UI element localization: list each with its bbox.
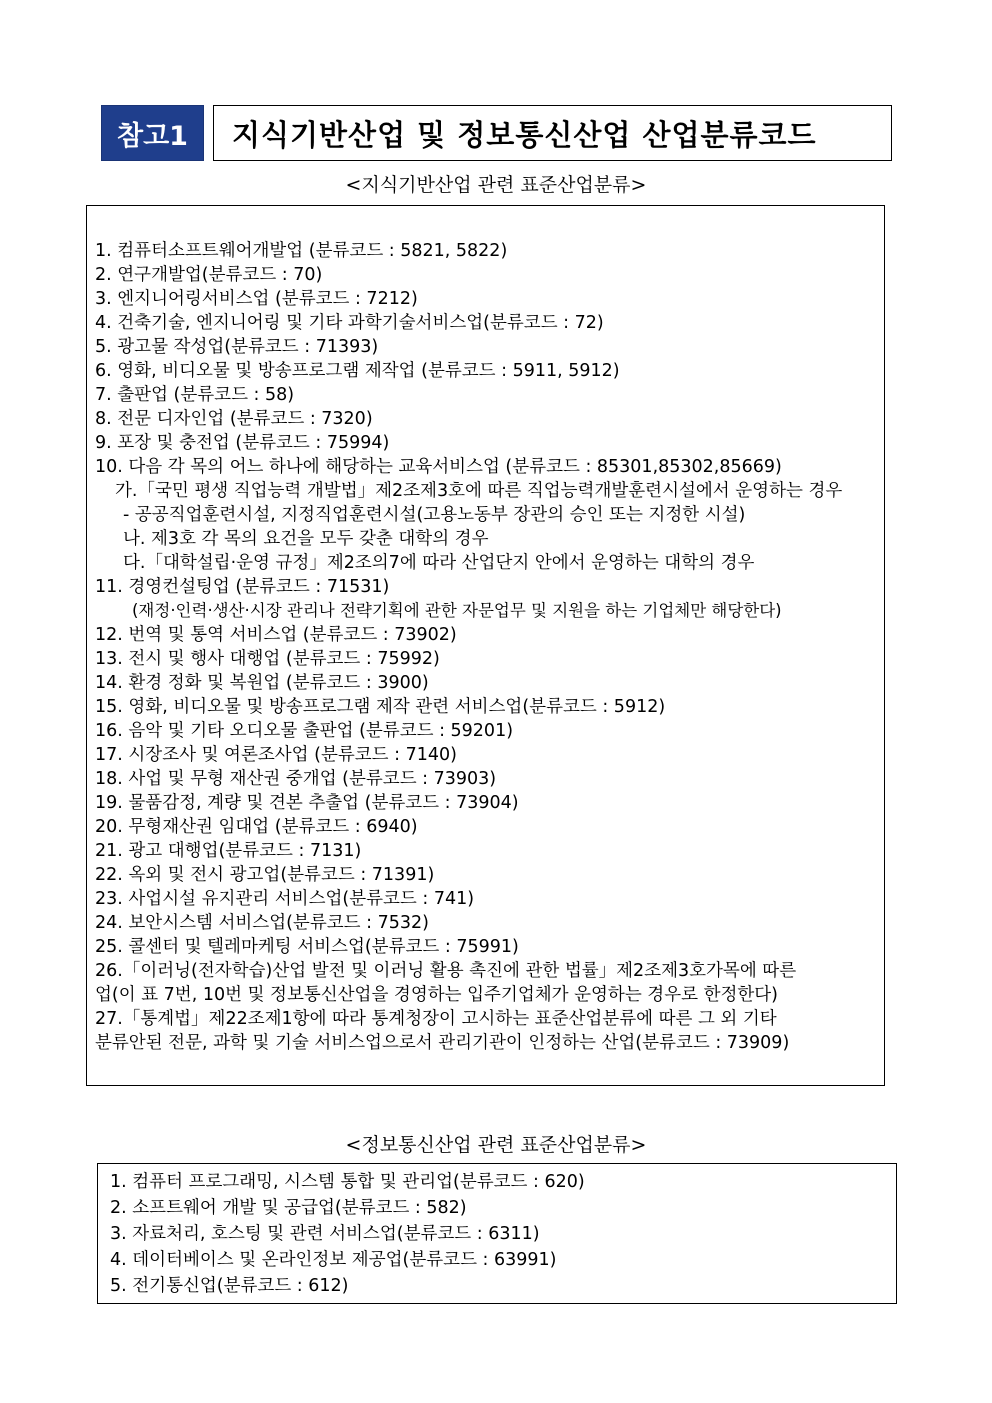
list-item: 21. 광고 대행업(분류코드 : 7131) xyxy=(95,841,362,861)
list-item: 13. 전시 및 행사 대행업 (분류코드 : 75992) xyxy=(95,649,440,669)
sub-list-item: 다.「대학설립·운영 규정」제2조의7에 따라 산업단지 안에서 운영하는 대학의 경우 xyxy=(123,553,755,573)
list-item: 5. 전기통신업(분류코드 : 612) xyxy=(110,1276,349,1296)
list-item: 6. 영화, 비디오물 및 방송프로그램 제작업 (분류코드 : 5911, 5912) xyxy=(95,361,620,381)
list-item: 10. 다음 각 목의 어느 하나에 해당하는 교육서비스업 (분류코드 : 85301,85302,85669) xyxy=(95,457,782,477)
list-item: 1. 컴퓨터소프트웨어개발업 (분류코드 : 5821, 5822) xyxy=(95,241,508,261)
reference-badge: 참고1 xyxy=(101,105,204,161)
page-header xyxy=(101,105,892,161)
page-title: 지식기반산업 및 정보통신산업 산업분류코드 xyxy=(213,105,892,161)
list-item: 3. 엔지니어링서비스업 (분류코드 : 7212) xyxy=(95,289,418,309)
list-item: 16. 음악 및 기타 오디오물 출판업 (분류코드 : 59201) xyxy=(95,721,514,741)
knowledge-industry-box xyxy=(86,205,885,1086)
knowledge-industry-list xyxy=(95,239,885,1055)
list-item: 18. 사업 및 무형 재산권 중개업 (분류코드 : 73903) xyxy=(95,769,497,789)
list-item: 9. 포장 및 충전업 (분류코드 : 75994) xyxy=(95,433,390,453)
list-item: 23. 사업시설 유지관리 서비스업(분류코드 : 741) xyxy=(95,889,475,909)
list-item: 12. 번역 및 통역 서비스업 (분류코드 : 73902) xyxy=(95,625,457,645)
list-item: 25. 콜센터 및 텔레마케팅 서비스업(분류코드 : 75991) xyxy=(95,937,519,957)
list-item: 4. 건축기술, 엔지니어링 및 기타 과학기술서비스업(분류코드 : 72) xyxy=(95,313,604,333)
list-item: 27.「통계법」제22조제1항에 따라 통계청장이 고시하는 표준산업분류에 따른 그 외 기타 xyxy=(95,1009,777,1029)
list-item-continuation: 업(이 표 7번, 10번 및 정보통신산업을 경영하는 입주기업체가 운영하는 경우로 한정한다) xyxy=(95,985,779,1005)
ict-industry-box xyxy=(97,1163,897,1304)
sub-list-note: (재정·인력·생산·시장 관리나 전략기획에 관한 자문업무 및 지원을 하는 기업체만 해당한다) xyxy=(132,601,782,620)
sub-list-item: 나. 제3호 각 목의 요건을 모두 갖춘 대학의 경우 xyxy=(123,529,489,549)
list-item: 2. 연구개발업(분류코드 : 70) xyxy=(95,265,323,285)
list-item: 11. 경영컨설팅업 (분류코드 : 71531) xyxy=(95,577,390,597)
list-item: 19. 물품감정, 계량 및 견본 추출업 (분류코드 : 73904) xyxy=(95,793,519,813)
list-item: 2. 소프트웨어 개발 및 공급업(분류코드 : 582) xyxy=(110,1198,467,1218)
list-item: 22. 옥외 및 전시 광고업(분류코드 : 71391) xyxy=(95,865,435,885)
list-item: 15. 영화, 비디오물 및 방송프로그램 제작 관련 서비스업(분류코드 : 5912) xyxy=(95,697,666,717)
list-item: 3. 자료처리, 호스팅 및 관련 서비스업(분류코드 : 6311) xyxy=(110,1224,540,1244)
list-item: 1. 컴퓨터 프로그래밍, 시스템 통합 및 관리업(분류코드 : 620) xyxy=(110,1172,585,1192)
list-item: 5. 광고물 작성업(분류코드 : 71393) xyxy=(95,337,379,357)
list-item: 4. 데이터베이스 및 온라인정보 제공업(분류코드 : 63991) xyxy=(110,1250,557,1270)
knowledge-industry-caption: <지식기반산업 관련 표준산업분류> xyxy=(345,174,647,196)
list-item: 8. 전문 디자인업 (분류코드 : 7320) xyxy=(95,409,373,429)
list-item: 7. 출판업 (분류코드 : 58) xyxy=(95,385,295,405)
ict-industry-caption: <정보통신산업 관련 표준산업분류> xyxy=(345,1134,647,1156)
sub-list-item: 가.「국민 평생 직업능력 개발법」제2조제3호에 따른 직업능력개발훈련시설에서 운영하는 경우 xyxy=(115,481,843,501)
list-item: 20. 무형재산권 임대업 (분류코드 : 6940) xyxy=(95,817,418,837)
list-item: 14. 환경 정화 및 복원업 (분류코드 : 3900) xyxy=(95,673,429,693)
list-item: 24. 보안시스템 서비스업(분류코드 : 7532) xyxy=(95,913,429,933)
list-item: 26.「이러닝(전자학습)산업 발전 및 이러닝 활용 촉진에 관한 법률」제2조제3호가목에 따른 xyxy=(95,961,797,981)
sub-list-item: - 공공직업훈련시설, 지정직업훈련시설(고용노동부 장관의 승인 또는 지정한 시설) xyxy=(123,505,746,525)
ict-industry-list xyxy=(110,1169,890,1299)
list-item-continuation: 분류안된 전문, 과학 및 기술 서비스업으로서 관리기관이 인정하는 산업(분류코드 : 73909) xyxy=(95,1033,790,1053)
list-item: 17. 시장조사 및 여론조사업 (분류코드 : 7140) xyxy=(95,745,457,765)
